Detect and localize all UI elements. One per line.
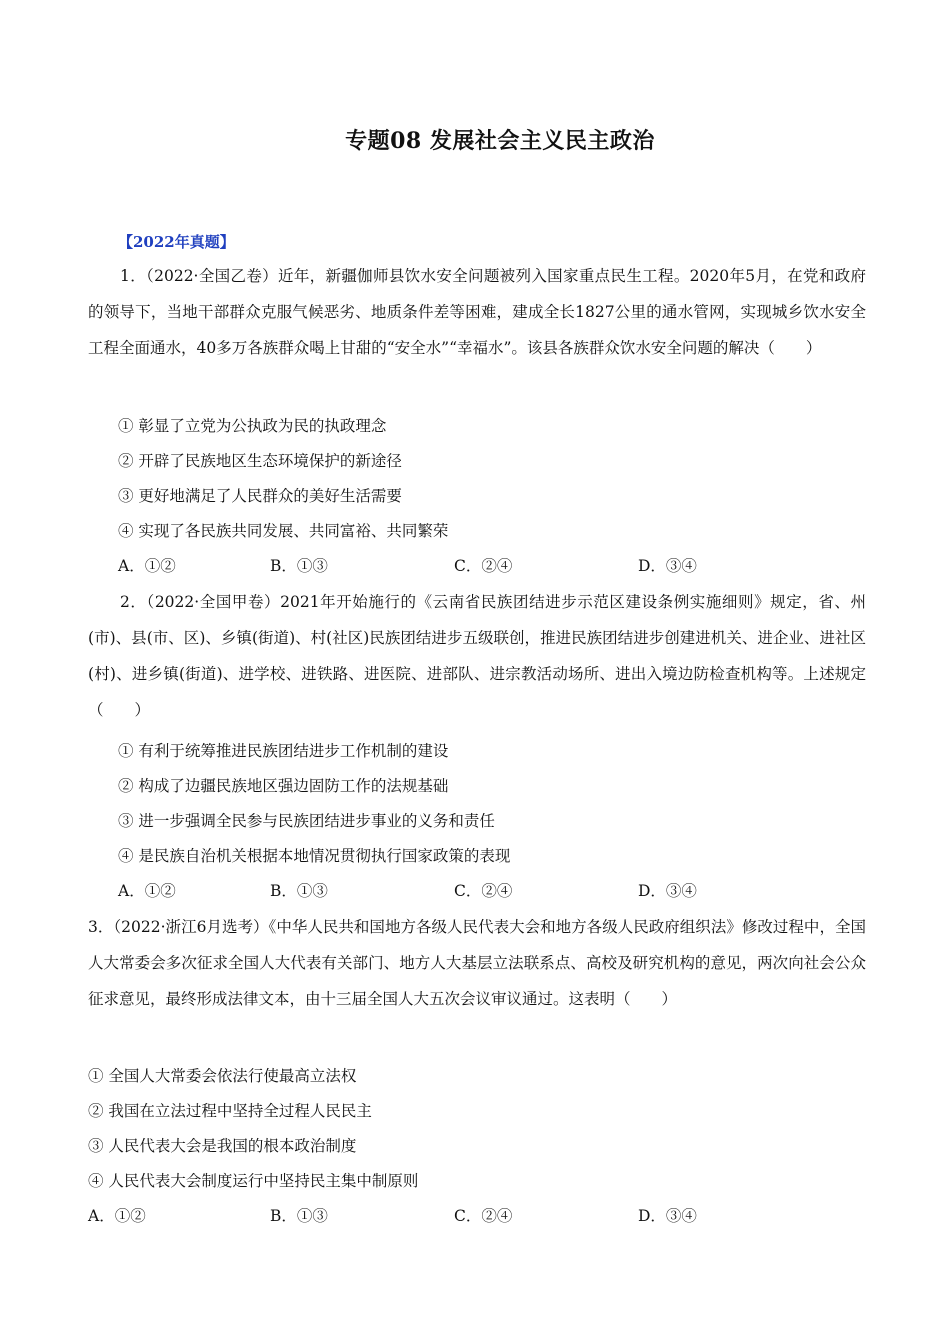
q3-option-a: A．①②: [88, 1207, 146, 1225]
q1-option-b: B．①③: [270, 557, 328, 575]
q3-item-4: ④ 人民代表大会制度运行中坚持民主集中制原则: [88, 1172, 419, 1190]
q3-option-b: B．①③: [270, 1207, 328, 1225]
question-3-stem: 3．（2022·浙江6月选考）《中华人民共和国地方各级人民代表大会和地方各级人民政府组织法》修改过程中，全国人大常委会多次征求全国人大代表有关部门、地方人大基层立法联系点、高校及研究机构的意见，两次向社会公众征求意见，最终形成法律文本，由十三届全国人大五次会议审议通过。这表明（ ）: [88, 918, 866, 1008]
q2-option-c: C．②④: [454, 882, 513, 900]
question-2-stem: 2．（2022·全国甲卷）2021年开始施行的《云南省民族团结进步示范区建设条例实施细则》规定，省、州(市)、县(市、区)、乡镇(街道)、村(社区)民族团结进步五级联创，推进民族团结进步创建进机关、进企业、进社区(村)、进乡镇(街道)、进学校、进铁路、进医院、进部队、进宗教活动场所、进出入境边防检查机构等。上述规定（ ）: [88, 593, 866, 719]
q2-item-4: ④ 是民族自治机关根据本地情况贯彻执行国家政策的表现: [118, 847, 511, 865]
q3-option-d: D．③④: [638, 1207, 697, 1225]
q3-item-3: ③ 人民代表大会是我国的根本政治制度: [88, 1137, 357, 1155]
q1-option-a: A．①②: [118, 557, 176, 575]
q3-item-2: ② 我国在立法过程中坚持全过程人民民主: [88, 1102, 372, 1120]
q2-item-2: ② 构成了边疆民族地区强边固防工作的法规基础: [118, 777, 449, 795]
q1-item-2: ② 开辟了民族地区生态环境保护的新途径: [118, 452, 402, 470]
q1-item-1: ① 彰显了立党为公执政为民的执政理念: [118, 417, 387, 435]
question-1-stem: 1．（2022·全国乙卷）近年，新疆伽师县饮水安全问题被列入国家重点民生工程。2020年5月，在党和政府的领导下，当地干部群众克服气候恶劣、地质条件差等困难，建成全长1827公里的通水管网，实现城乡饮水安全工程全面通水，40多万各族群众喝上甘甜的“安全水”“幸福水”。该县各族群众饮水安全问题的解决（ ）: [88, 267, 866, 357]
q3-item-1: ① 全国人大常委会依法行使最高立法权: [88, 1067, 357, 1085]
q2-option-b: B．①③: [270, 882, 328, 900]
q1-item-4: ④ 实现了各民族共同发展、共同富裕、共同繁荣: [118, 522, 449, 540]
q1-item-3: ③ 更好地满足了人民群众的美好生活需要: [118, 487, 402, 505]
q2-option-a: A．①②: [118, 882, 176, 900]
q2-option-d: D．③④: [638, 882, 697, 900]
q1-option-d: D．③④: [638, 557, 697, 575]
page-title: 专题08 发展社会主义民主政治: [345, 128, 655, 154]
q3-option-c: C．②④: [454, 1207, 513, 1225]
q2-item-3: ③ 进一步强调全民参与民族团结进步事业的义务和责任: [118, 812, 495, 830]
section-tag: 【2022年真题】: [118, 233, 235, 251]
q1-option-c: C．②④: [454, 557, 513, 575]
q2-item-1: ① 有利于统筹推进民族团结进步工作机制的建设: [118, 742, 449, 760]
